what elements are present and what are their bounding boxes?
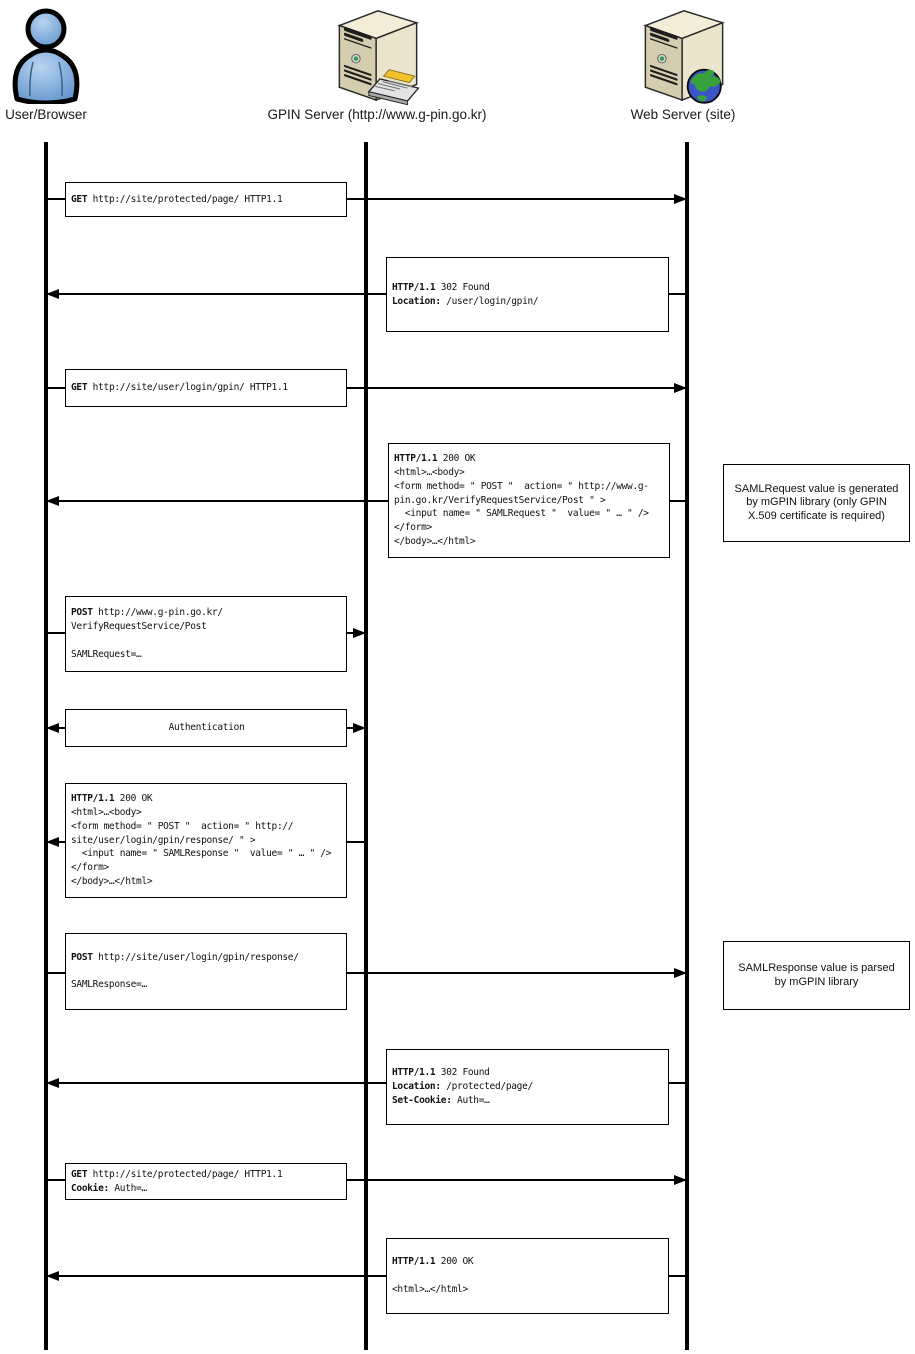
message-box-200-ok-html (386, 1238, 669, 1314)
message-text: GET (71, 193, 88, 205)
arrowhead-left-icon (46, 723, 59, 733)
message-text: </body>…</html> (71, 875, 153, 887)
message-text: HTTP/1.1 (392, 1067, 436, 1079)
message-text: POST (71, 951, 93, 963)
message-text: /user/login/gpin/ (440, 295, 539, 307)
message-text: http://www.g-pin.go.kr/ (92, 607, 223, 619)
lifeline-gpin-server (364, 142, 368, 1350)
message-box-302-found-set-cookie (386, 1049, 669, 1125)
message-text: POST (71, 607, 93, 619)
message-text: HTTP/1.1 (392, 281, 436, 293)
message-text: VerifyRequestService/Post (71, 621, 207, 633)
message-text: <html>…</html> (392, 1283, 468, 1295)
message-text: Auth=… (451, 1094, 490, 1106)
message-text: <html>…<body> (394, 467, 465, 478)
message-text: <form method= " POST " action= " http:// (71, 820, 294, 832)
message-text: <input name= " SAMLResponse " value= " … " /> (71, 848, 332, 860)
note-samlresponse-parsed (723, 941, 910, 1010)
message-text: http://site/protected/page/ HTTP1.1 (87, 1168, 283, 1180)
arrowhead-right-icon (353, 628, 366, 638)
message-text: Location: (392, 295, 441, 307)
message-text: SAMLResponse=… (71, 979, 147, 991)
note-text: SAMLRequest value is generated by mGPIN library (only GPIN X.509 certificate is required) (734, 482, 899, 522)
message-text: /protected/page/ (440, 1081, 533, 1093)
arrowhead-right-icon (674, 383, 687, 393)
arrowhead-right-icon (674, 968, 687, 978)
message-box-get-protected-page-cookie (65, 1163, 347, 1200)
message-box-get-protected-page (65, 182, 347, 217)
message-text: pin.go.kr/VerifyRequestService/Post " > (394, 494, 606, 506)
message-text: </form> (394, 522, 432, 534)
message-text: Location: (392, 1081, 441, 1093)
message-box-get-login-gpin (65, 369, 347, 407)
message-text: <form method= " POST " action= " http://www.g- (394, 480, 649, 492)
message-text: 302 Found (435, 1067, 490, 1079)
message-text: HTTP/1.1 (71, 793, 115, 805)
message-box-post-verify-request (65, 596, 347, 672)
arrowhead-right-icon (353, 723, 366, 733)
server-keyboard-icon (332, 0, 424, 110)
arrowhead-left-icon (46, 837, 59, 847)
arrowhead-right-icon (674, 1175, 687, 1185)
actor-label-user: User/Browser (5, 107, 87, 122)
arrowhead-left-icon (46, 496, 59, 506)
message-text: <input name= " SAMLRequest " value= " … " /> (394, 508, 649, 520)
message-text: GET (71, 382, 88, 394)
message-text: 200 OK (114, 793, 153, 805)
message-box-302-found-login-gpin (386, 257, 669, 332)
message-text: HTTP/1.1 (394, 453, 438, 465)
note-samlrequest-generated (723, 464, 910, 542)
lifeline-user (44, 142, 48, 1350)
server-globe-icon (638, 0, 730, 110)
message-text: SAMLRequest=… (71, 648, 142, 660)
message-text: 200 OK (437, 453, 476, 465)
arrowhead-left-icon (46, 1271, 59, 1281)
lifeline-web-server (685, 142, 689, 1350)
message-text: Set-Cookie: (392, 1094, 452, 1106)
person-icon (9, 6, 83, 104)
actor-label-gpin-server: GPIN Server (http://www.g-pin.go.kr) (267, 107, 487, 122)
message-text: site/user/login/gpin/response/ " > (71, 834, 256, 846)
message-text: GET (71, 1168, 88, 1180)
message-text: Auth=… (108, 1182, 147, 1194)
message-text: Authentication (168, 722, 245, 734)
message-text: 302 Found (435, 281, 490, 293)
message-text: </form> (71, 862, 109, 874)
note-text: SAMLResponse value is parsed by mGPIN library (738, 962, 895, 988)
message-text: HTTP/1.1 (392, 1256, 436, 1268)
message-box-post-gpin-response (65, 933, 347, 1010)
actor-label-web-server: Web Server (site) (630, 107, 736, 122)
arrowhead-right-icon (674, 194, 687, 204)
message-box-authentication (65, 709, 347, 747)
arrowhead-left-icon (46, 289, 59, 299)
message-text: http://site/user/login/gpin/response/ (92, 951, 299, 963)
message-text: <html>…<body> (71, 807, 142, 818)
message-box-200-ok-samlrequest-form (388, 443, 670, 558)
message-text: http://site/protected/page/ HTTP1.1 (87, 193, 283, 205)
message-text: </body>…</html> (394, 535, 476, 547)
message-text: Cookie: (71, 1182, 109, 1194)
message-text: http://site/user/login/gpin/ HTTP1.1 (87, 382, 288, 394)
message-text: 200 OK (435, 1256, 474, 1268)
message-box-200-ok-samlresponse-form (65, 783, 347, 898)
arrowhead-left-icon (46, 1078, 59, 1088)
